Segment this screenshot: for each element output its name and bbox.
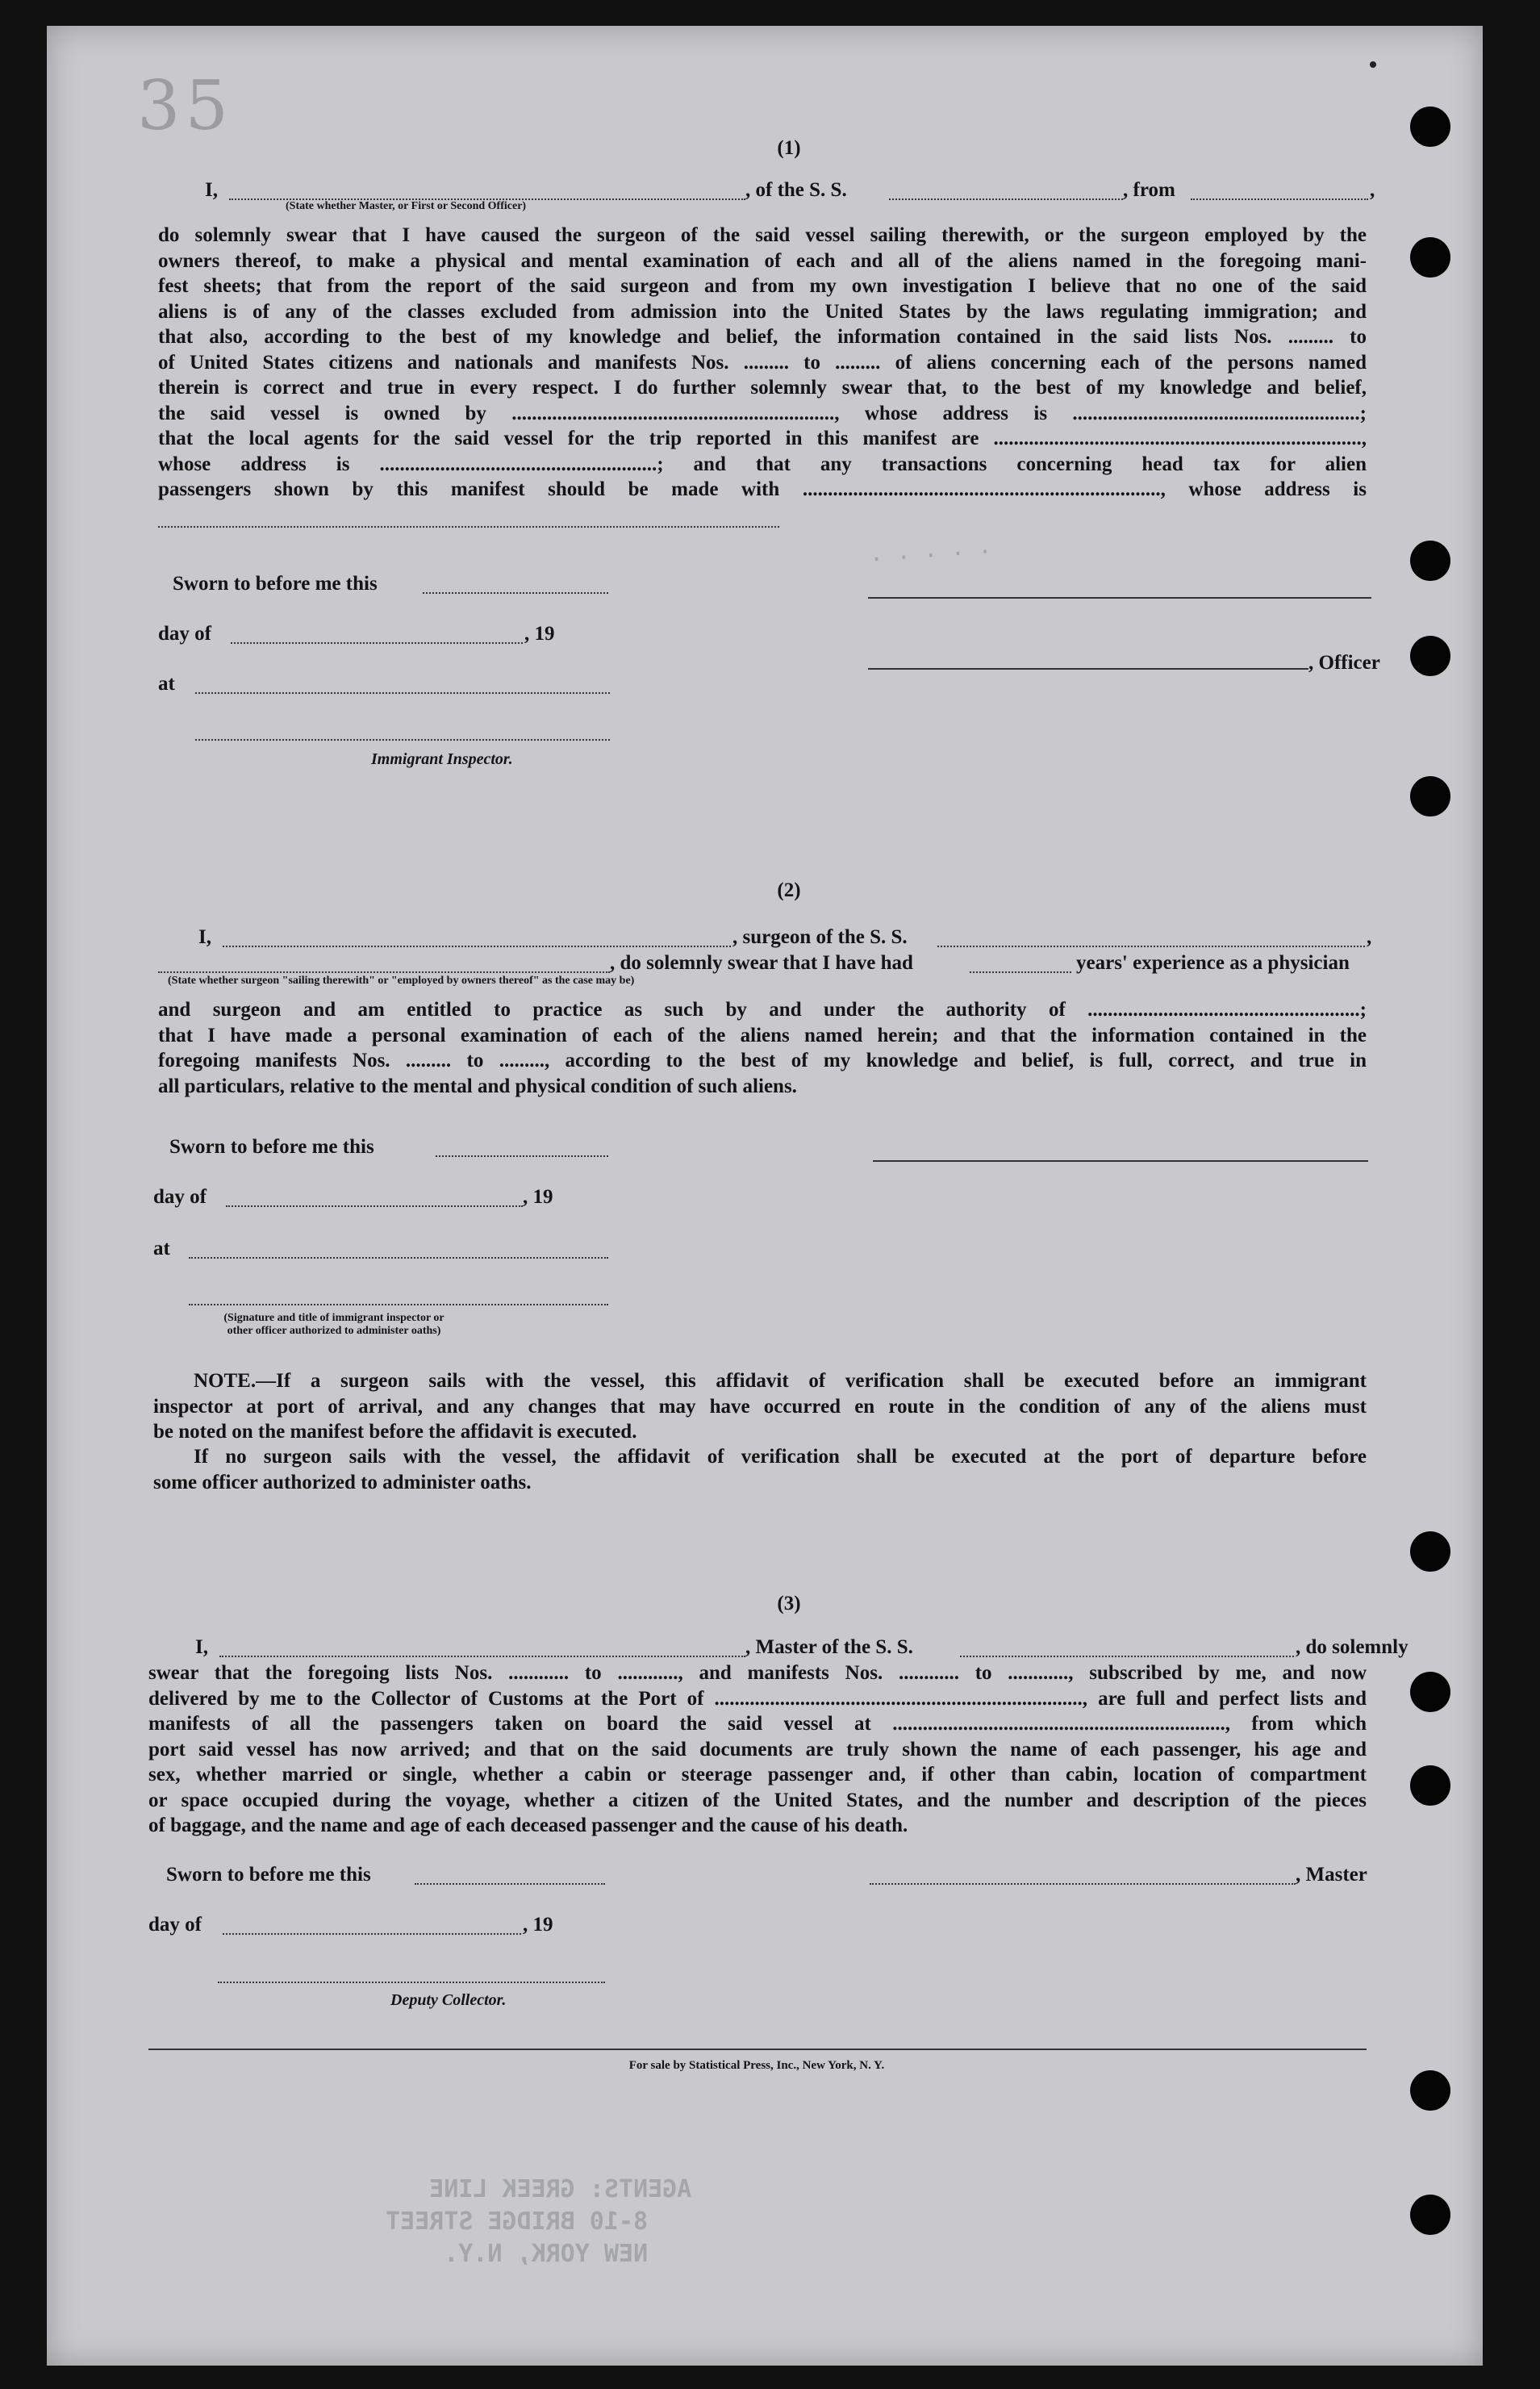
year-label: , 19	[524, 623, 555, 645]
at-field[interactable]	[189, 1257, 608, 1259]
punch-hole	[1410, 636, 1450, 676]
surgeon-caption: (State whether surgeon "sailing therewith" or "employed by owners thereof" as the case may be)	[168, 975, 635, 987]
section-2-paragraph	[158, 997, 1367, 1099]
punch-hole	[1410, 776, 1450, 817]
page-number: 35	[137, 66, 233, 145]
master-ship-field[interactable]	[960, 1656, 1294, 1657]
inspector-signature-line[interactable]	[873, 1160, 1368, 1162]
section-3-i: I,	[195, 1636, 208, 1658]
day-of-field[interactable]	[231, 642, 523, 644]
ship-name-field[interactable]	[889, 198, 1123, 200]
note-paragraph-2	[153, 1444, 1367, 1495]
authorized-signature-line[interactable]	[189, 1304, 608, 1305]
swear-label: , do solemnly swear that I have had	[610, 952, 913, 974]
master-of-label: , Master of the S. S.	[745, 1636, 913, 1658]
paragraph-line: sex, whether married or single, whether a cabin or steerage passenger and, if other than cabin, location of compartment	[148, 1764, 1367, 1785]
officer-signature-line[interactable]	[868, 597, 1371, 599]
deputy-signature-line[interactable]	[218, 1982, 605, 1983]
paragraph-line: swear that the foregoing lists Nos. ............ to ............, and manifests Nos. ............ to ............, subscribed by me, and now	[148, 1662, 1367, 1684]
day-of-field[interactable]	[223, 1933, 521, 1935]
punch-hole	[1410, 2070, 1450, 2111]
speck	[1370, 61, 1376, 68]
section-2-i: I,	[198, 926, 211, 948]
sworn-label: Sworn to before me this	[166, 1864, 371, 1886]
section-1-number: (1)	[777, 137, 801, 159]
master-label: , Master	[1296, 1864, 1367, 1886]
sworn-date-field[interactable]	[436, 1155, 608, 1157]
surgeon-of-label: , surgeon of the S. S.	[732, 926, 908, 948]
paragraph-line: passengers shown by this manifest should be made with ......................................................................., whose address is	[158, 478, 1367, 500]
punch-hole	[1410, 1672, 1450, 1712]
officer-title-line[interactable]	[868, 668, 1308, 670]
agent-stamp: AGENTS: GREEK LINE 8-10 BRIDGE STREET NEW YORK, N.Y.	[386, 2175, 692, 2268]
sworn-date-field[interactable]	[423, 592, 608, 594]
section-1-i: I,	[205, 179, 218, 201]
day-of-label: day of	[153, 1186, 207, 1208]
punch-hole	[1410, 1531, 1450, 1572]
surgeon-name-field[interactable]	[223, 946, 731, 947]
paragraph-line: that also, according to the best of my knowledge and belief, the information contained in the said lists Nos. ......... to	[158, 326, 1367, 348]
paragraph-line: delivered by me to the Collector of Customs at the Port of ........................................................................., are full and perfect lists and	[148, 1687, 1367, 1710]
inspector-signature-line[interactable]	[195, 739, 610, 741]
paragraph-line: and surgeon and am entitled to practice as such by and under the authority of ......................................................;	[158, 999, 1367, 1021]
paragraph-line: all particulars, relative to the mental and physical condition of such aliens.	[158, 1075, 797, 1097]
paragraph-line: fest sheets; that from the report of the said surgeon and from my own investigation I believe that no one of the said	[158, 275, 1367, 297]
surgeon-status-field[interactable]	[158, 971, 610, 973]
from-port-field[interactable]	[1191, 198, 1368, 200]
paragraph-line: that I have made a personal examination of each of the aliens named herein; and that the information contained in the	[158, 1024, 1367, 1046]
day-of-field[interactable]	[226, 1205, 523, 1207]
signature-caption: other officer authorized to administer oaths)	[227, 1325, 441, 1337]
note-line: some officer authorized to administer oaths.	[153, 1471, 532, 1493]
bleed-through-text: · · · · ·	[869, 537, 993, 574]
sworn-label: Sworn to before me this	[169, 1136, 374, 1158]
punch-hole	[1410, 541, 1450, 581]
surgeon-ship-field[interactable]	[937, 946, 1365, 947]
manifest-page	[47, 26, 1483, 2366]
section-3-number: (3)	[777, 1593, 801, 1614]
punch-hole	[1410, 107, 1450, 147]
footer-rule	[148, 2049, 1367, 2050]
day-of-label: day of	[148, 1914, 202, 1936]
paragraph-line: or space occupied during the voyage, whether a citizen of the United States, and the number and description of the pieces	[148, 1789, 1367, 1811]
paragraph-line: foregoing manifests Nos. ......... to ........., according to the best of my knowledge and belief, is full, correct, and true in	[158, 1050, 1367, 1071]
paragraph-line: manifests of all the passengers taken on board the said vessel at .................................................................., from which	[148, 1713, 1367, 1735]
punch-hole	[1410, 2195, 1450, 2235]
note-line: be noted on the manifest before the affidavit is executed.	[153, 1421, 637, 1443]
comma: ,	[1370, 179, 1375, 201]
section-3-paragraph	[148, 1660, 1367, 1839]
paragraph-line: of baggage, and the name and age of each deceased passenger and the cause of his death.	[148, 1815, 908, 1836]
sworn-date-field[interactable]	[415, 1883, 605, 1885]
paragraph-line: port said vessel has now arrived; and that on the said documents are truly shown the name of each passenger, his age and	[148, 1738, 1367, 1760]
note-line: NOTE.—If a surgeon sails with the vessel, this affidavit of verification shall be executed before an immigrant	[194, 1370, 1367, 1392]
year-label: , 19	[523, 1186, 553, 1208]
paragraph-line: aliens is of any of the classes excluded from admission into the United States by the laws regulating immigration; and	[158, 300, 1367, 323]
punch-hole	[1410, 1765, 1450, 1806]
years-field[interactable]	[970, 971, 1071, 973]
at-label: at	[153, 1238, 170, 1259]
at-field[interactable]	[195, 692, 610, 694]
signature-caption: (Signature and title of immigrant inspector or	[223, 1312, 444, 1324]
inspector-caption: Immigrant Inspector.	[371, 750, 513, 768]
note-line: If no surgeon sails with the vessel, the affidavit of verification shall be executed at the port of departure before	[194, 1446, 1367, 1468]
paragraph-line: the said vessel is owned by ................................................................, whose address is .........................................................;	[158, 402, 1367, 424]
printer-credit: For sale by Statistical Press, Inc., New York, N. Y.	[628, 2059, 885, 2072]
from-label: , from	[1123, 179, 1175, 201]
section-1-paragraph	[158, 223, 1367, 503]
section-2-number: (2)	[777, 879, 801, 901]
comma: ,	[1367, 926, 1372, 948]
master-signature-line[interactable]	[870, 1883, 1296, 1885]
of-ss-label: , of the S. S.	[745, 179, 847, 201]
at-label: at	[158, 673, 175, 695]
deputy-caption: Deputy Collector.	[390, 1991, 507, 2009]
officer-label: , Officer	[1308, 652, 1380, 674]
master-name-field[interactable]	[219, 1656, 745, 1657]
address-continuation-field[interactable]	[158, 526, 779, 528]
solemnly-label: , do solemnly	[1296, 1636, 1409, 1658]
note-line: inspector at port of arrival, and any changes that may have occurred en route in the condition of any of the aliens must	[153, 1395, 1367, 1418]
paragraph-line: whose address is .......................................................; and that any transactions concerning head tax for alien	[158, 453, 1367, 475]
years-label: years' experience as a physician	[1076, 952, 1350, 974]
punch-hole	[1410, 237, 1450, 278]
paragraph-line: that the local agents for the said vessel for the trip reported in this manifest are .........................................................................,	[158, 428, 1367, 449]
sworn-label: Sworn to before me this	[173, 573, 378, 595]
paragraph-line: owners thereof, to make a physical and mental examination of each and all of the aliens named in the foregoing mani-	[158, 249, 1367, 272]
paragraph-line: therein is correct and true in every respect. I do further solemnly swear that, to the best of my knowledge and belief,	[158, 377, 1367, 399]
paragraph-line: do solemnly swear that I have caused the surgeon of the said vessel sailing therewith, or the surgeon employed by the	[158, 224, 1367, 246]
officer-caption: (State whether Master, or First or Second Officer)	[286, 200, 527, 212]
year-label: , 19	[523, 1914, 553, 1936]
note-paragraph	[153, 1368, 1367, 1445]
paragraph-line: of United States citizens and nationals and manifests Nos. ......... to ......... of aliens concerning each of the persons named	[158, 351, 1367, 374]
day-of-label: day of	[158, 623, 211, 645]
